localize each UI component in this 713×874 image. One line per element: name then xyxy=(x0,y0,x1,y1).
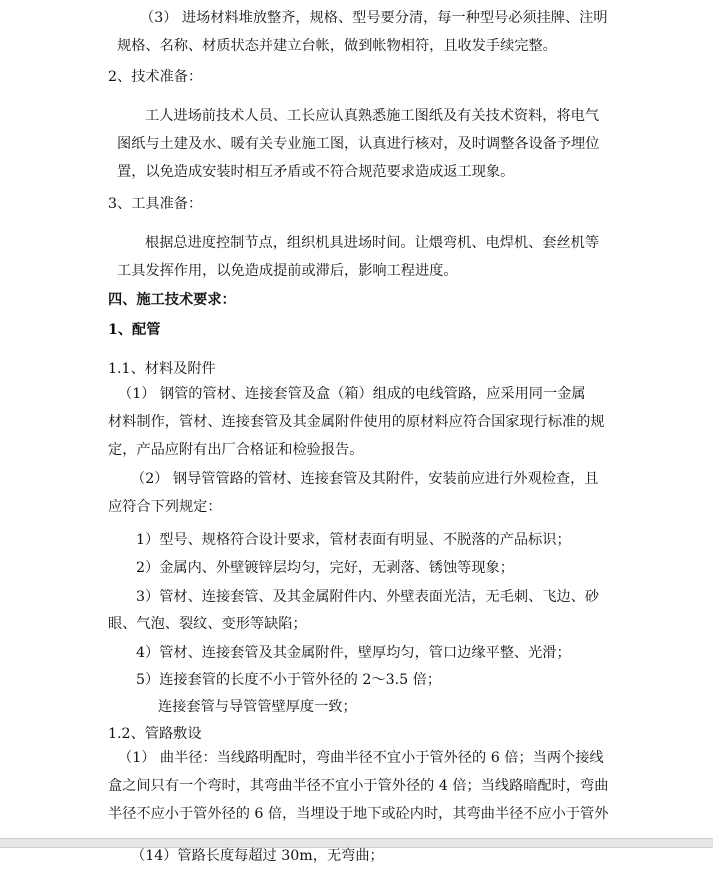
subsection-heading: 1.1、材料及附件 xyxy=(108,361,216,377)
section-heading: 2、技术准备： xyxy=(108,69,203,85)
list-item: 5）连接套管的长度不小于管外径的 2～3.5 倍； xyxy=(136,672,442,688)
paragraph-line: （1） 曲半径：当线路明配时，弯曲半径不宜小于管外径的 6 倍；当两个接线 xyxy=(118,750,604,766)
paragraph-line: 图纸与土建及水、暖有关专业施工图，认真进行核对，及时调整各设备予埋位 xyxy=(117,136,600,152)
section-heading: 1、配管 xyxy=(108,322,161,338)
paragraph-line: 规格、名称、材质状态并建立台帐，做到帐物相符，且收发手续完整。 xyxy=(117,38,557,54)
list-item: 4）管材、连接套管及其金属附件，壁厚均匀，管口边缘平整、光滑； xyxy=(136,645,571,661)
paragraph-line: 置，以免造成安装时相互矛盾或不符合规范要求造成返工现象。 xyxy=(117,164,515,180)
paragraph-line: （14）管路长度每超过 30m，无弯曲； xyxy=(131,848,384,864)
paragraph-line: （2） 钢导管管路的管材、连接套管及其附件，安装前应进行外观检查，且 xyxy=(131,471,599,487)
paragraph-line: （1） 钢管的管材、连接套管及盒（箱）组成的电线管路，应采用同一金属 xyxy=(118,386,586,402)
paragraph-line: 半径不应小于管外径的 6 倍，当埋设于地下或砼内时，其弯曲半径不应小于管外 xyxy=(108,806,609,822)
paragraph-line: （3） 进场材料堆放整齐，规格、型号要分清，每一种型号必须挂牌、注明 xyxy=(140,10,608,26)
paragraph-line: 根据总进度控制节点，组织机具进场时间。让煨弯机、电焊机、套丝机等 xyxy=(145,235,600,251)
next-page xyxy=(0,848,713,874)
paragraph-line: 应符合下列规定： xyxy=(108,499,222,515)
list-item: 连接套管与导管管壁厚度一致； xyxy=(158,699,357,715)
paragraph-line: 盒之间只有一个弯时，其弯曲半径不宜小于管外径的 4 倍；当线路暗配时，弯曲 xyxy=(108,778,609,794)
list-item: 1）型号、规格符合设计要求，管材表面有明显、不脱落的产品标识； xyxy=(136,532,571,548)
section-heading: 3、工具准备： xyxy=(108,196,203,212)
list-item: 3）管材、连接套管、及其金属附件内、外壁表面光洁，无毛刺、飞边、砂 xyxy=(136,589,600,605)
chapter-heading: 四、施工技术要求： xyxy=(108,292,236,308)
list-item: 2）金属内、外壁镀锌层均匀，完好，无剥落、锈蚀等现象； xyxy=(136,560,514,576)
list-item-continuation: 眼、气泡、裂纹、变形等缺陷； xyxy=(108,616,307,632)
paragraph-line: 工具发挥作用，以免造成提前或滞后，影响工程进度。 xyxy=(117,263,458,279)
paragraph-line: 材料制作，管材、连接套管及其金属附件使用的原材料应符合国家现行标准的规 xyxy=(108,414,605,430)
paragraph-line: 定，产品应附有出厂合格证和检验报告。 xyxy=(108,442,364,458)
paragraph-line: 工人进场前技术人员、工长应认真熟悉施工图纸及有关技术资料，将电气 xyxy=(145,108,600,124)
subsection-heading: 1.2、管路敷设 xyxy=(108,726,202,742)
